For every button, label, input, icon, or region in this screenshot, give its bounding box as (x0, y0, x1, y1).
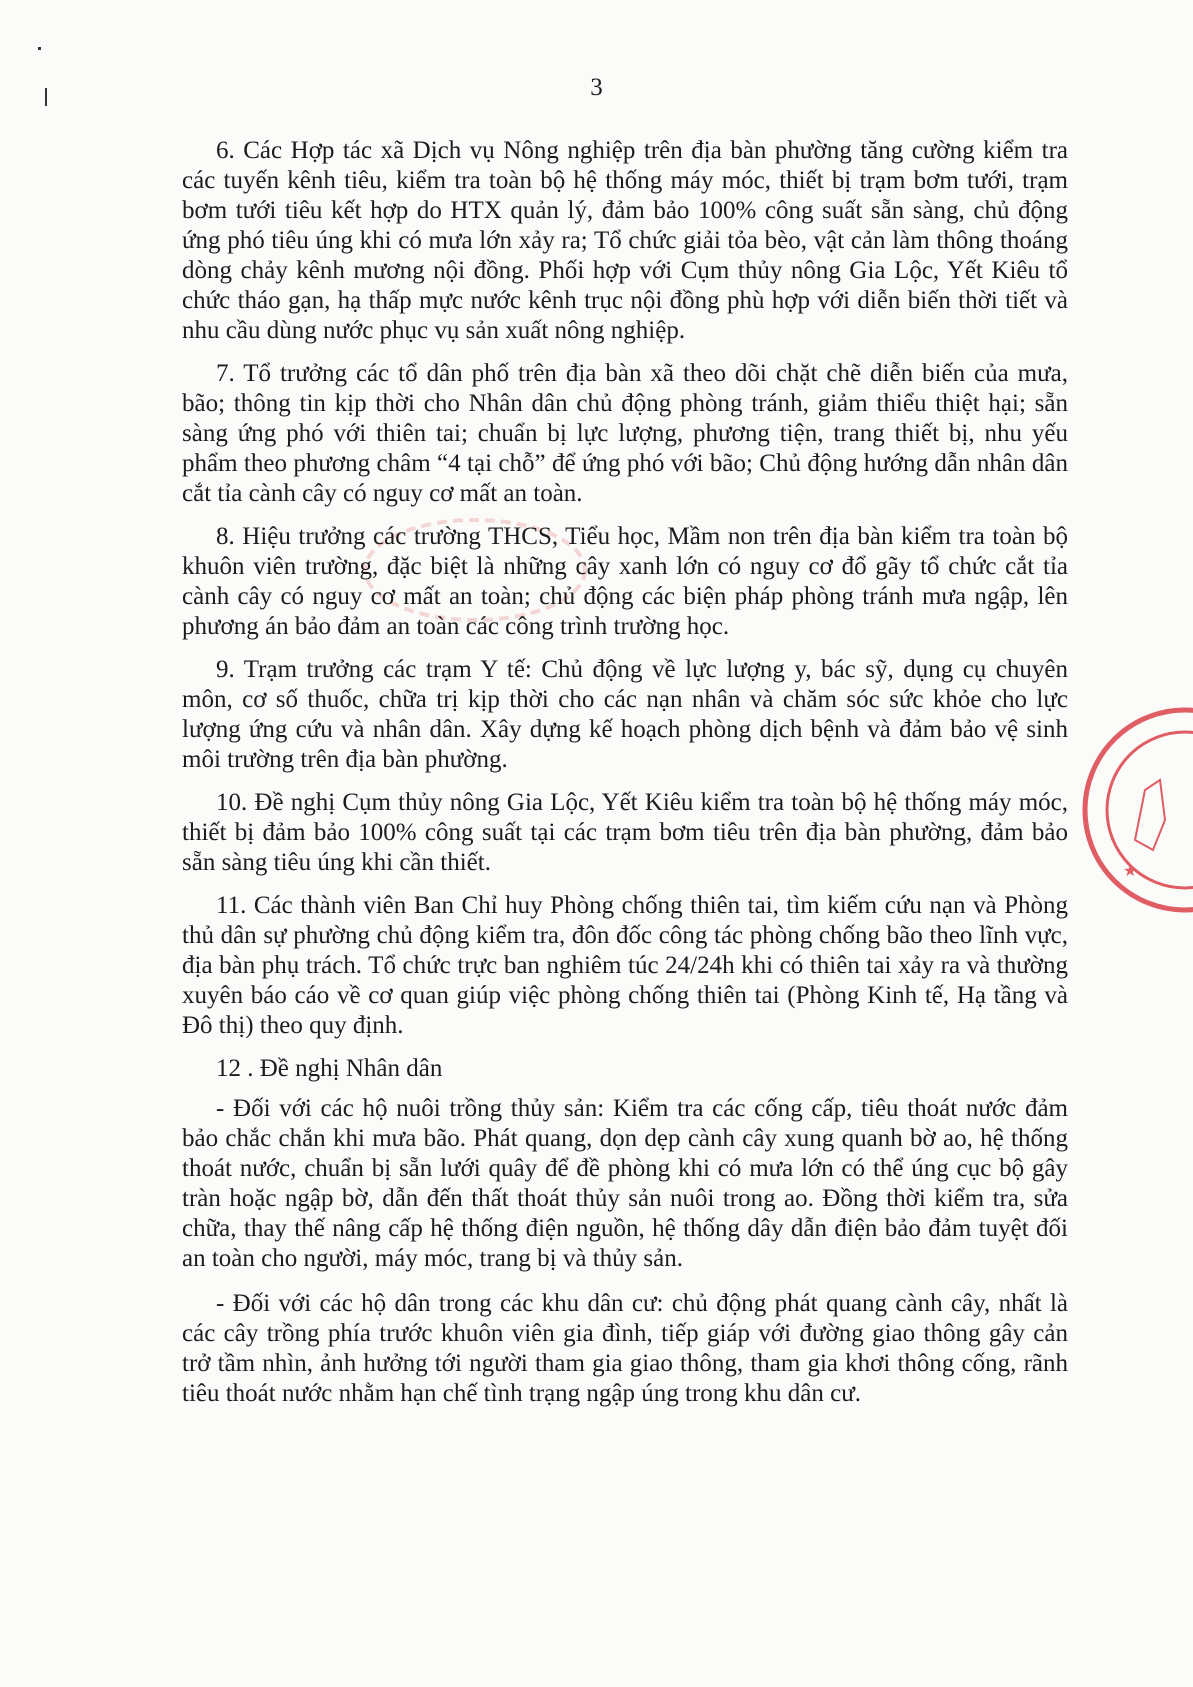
red-seal-stamp (1075, 700, 1193, 920)
paragraph-6: 6. Các Hợp tác xã Dịch vụ Nông nghiệp trên địa bàn phường tăng cường kiểm tra các tuyến kênh tiêu, kiểm tra toàn bộ hệ thống máy móc, thiết bị trạm bơm tưới, trạm bơm tưới tiêu kết hợp do HTX quản lý, đảm bảo 100% công suất sẵn sàng, chủ động ứng phó tiêu úng khi có mưa lớn xảy ra; Tổ chức giải tỏa bèo, vật cản làm thông thoáng dòng chảy kênh mương nội đồng. Phối hợp với Cụm thủy nông Gia Lộc, Yết Kiêu tổ chức tháo gạn, hạ thấp mực nước kênh trục nội đồng phù hợp với diễn biến thời tiết và nhu cầu dùng nước phục vụ sản xuất nông nghiệp. (182, 137, 1068, 344)
paragraph-12-aquaculture: - Đối với các hộ nuôi trồng thủy sản: Kiểm tra các cống cấp, tiêu thoát nước đảm bảo chắc chắn khi mưa bão. Phát quang, dọn dẹp cành cây xung quanh bờ ao, hệ thống thoát nước, chuẩn bị sẵn lưới quây để đề phòng khi có mưa lớn có thể úng cục bộ gây tràn hoặc ngập bờ, dẫn đến thất thoát thủy sản nuôi trong ao. Đồng thời kiểm tra, sửa chữa, thay thế nâng cấp hệ thống điện nguồn, hệ thống dây dẫn điện bảo đảm tuyệt đối an toàn cho người, máy móc, trang bị và thủy sản. (182, 1095, 1068, 1272)
paragraph-10: 10. Đề nghị Cụm thủy nông Gia Lộc, Yết Kiêu kiểm tra toàn bộ hệ thống máy móc, thiết bị đảm bảo 100% công suất tại các trạm bơm tiêu trên địa bàn phường, đảm bảo sẵn sàng tiêu úng khi cần thiết. (182, 789, 1068, 876)
paragraph-8: 8. Hiệu trưởng các trường THCS, Tiểu học, Mầm non trên địa bàn kiểm tra toàn bộ khuôn viên trường, đặc biệt là những cây xanh lớn có nguy cơ đổ gãy tổ chức cắt tỉa cành cây có nguy cơ mất an toàn; chủ động các biện pháp phòng tránh mưa ngập, lên phương án bảo đảm an toàn các công trình trường học. (182, 523, 1068, 640)
svg-text:★: ★ (1123, 861, 1138, 880)
scan-mark-dot (38, 47, 41, 50)
document-body (182, 136, 1068, 1422)
paragraph-12-residents: - Đối với các hộ dân trong các khu dân cư: chủ động phát quang cành cây, nhất là các cây trồng phía trước khuôn viên gia đình, tiếp giáp với đường giao thông gây cản trở tầm nhìn, ảnh hưởng tới người tham gia giao thông, tham gia khơi thông cống, rãnh tiêu thoát nước nhằm hạn chế tình trạng ngập úng trong khu dân cư. (182, 1290, 1068, 1407)
paragraph-12-heading: 12 . Đề nghị Nhân dân (216, 1055, 443, 1082)
paragraph-9: 9. Trạm trưởng các trạm Y tế: Chủ động về lực lượng y, bác sỹ, dụng cụ chuyên môn, cơ số thuốc, chữa trị kịp thời cho các nạn nhân và chăm sóc sức khỏe cho lực lượng ứng cứu và nhân dân. Xây dựng kế hoạch phòng dịch bệnh và đảm bảo vệ sinh môi trường trên địa bàn phường. (182, 656, 1068, 773)
paragraph-11: 11. Các thành viên Ban Chỉ huy Phòng chống thiên tai, tìm kiếm cứu nạn và Phòng thủ dân sự phường chủ động kiểm tra, đôn đốc công tác phòng chống bão theo lĩnh vực, địa bàn phụ trách. Tổ chức trực ban nghiêm túc 24/24h khi có thiên tai xảy ra và thường xuyên báo cáo về cơ quan giúp việc phòng chống thiên tai (Phòng Kinh tế, Hạ tầng và Đô thị) theo quy định. (182, 892, 1068, 1039)
page-number: 3 (590, 74, 603, 101)
paragraph-7: 7. Tổ trưởng các tổ dân phố trên địa bàn xã theo dõi chặt chẽ diễn biến của mưa, bão; thông tin kịp thời cho Nhân dân chủ động phòng tránh, giảm thiểu thiệt hại; sẵn sàng ứng phó với thiên tai; chuẩn bị lực lượng, phương tiện, trang thiết bị, nhu yếu phẩm theo phương châm “4 tại chỗ” để ứng phó với bão; Chủ động hướng dẫn nhân dân cắt tỉa cành cây có nguy cơ mất an toàn. (182, 360, 1068, 507)
